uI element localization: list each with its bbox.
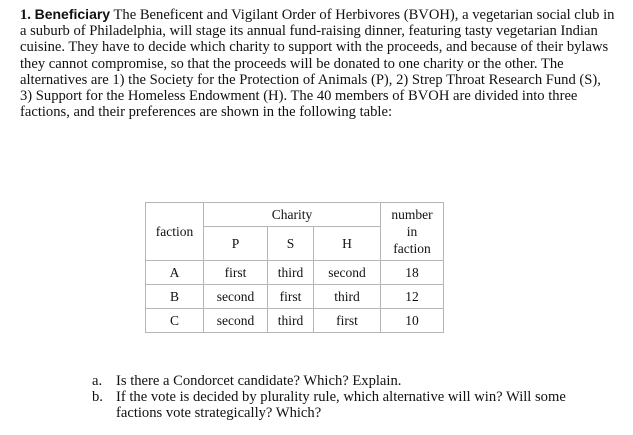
faction-cell: B [146,285,204,309]
question-text: Is there a Condorcet candidate? Which? Explain. [116,373,402,389]
table-row [146,285,444,309]
number-header: number in faction [381,203,444,261]
pref-cell: first [314,309,381,333]
pref-cell: second [204,285,268,309]
pref-cell: third [314,285,381,309]
problem-paragraph [20,6,615,120]
pref-cell: third [268,309,314,333]
faction-header: faction [146,203,204,261]
question-b [92,389,612,421]
count-cell: 10 [381,309,444,333]
pref-cell: third [268,261,314,285]
column-header-p: P [204,227,268,261]
question-label: b. [92,389,103,406]
charity-header: Charity [204,203,381,227]
column-header-s: S [268,227,314,261]
pref-cell: first [204,261,268,285]
faction-cell: A [146,261,204,285]
table-row [146,309,444,333]
problem-keyword: Beneficiary [34,6,111,22]
question-label: a. [92,373,103,389]
count-cell: 12 [381,285,444,309]
question-a [92,373,612,389]
question-list [92,373,612,422]
preference-table [145,202,444,333]
table-row [146,261,444,285]
faction-cell: C [146,309,204,333]
count-cell: 18 [381,261,444,285]
problem-number: 1. [20,7,31,23]
column-header-h: H [314,227,381,261]
question-text: If the vote is decided by plurality rule, which alternative will win? Will some factions vote strategically? Which? [116,389,566,422]
pref-cell: first [268,285,314,309]
problem-text: The Beneficent and Vigilant Order of Herbivores (BVOH), a vegetarian social club in a suburb of Philadelphia, will stage its annual fund-raising dinner, featuring tasty vegetarian Indian cuisine. They have to decide which charity to support with the proceeds, and because of their bylaws they cannot compromise, so that the proceeds will be donated to one charity or the other. The alternatives are 1) the Society for the Protection of Animals (P), 2) Strep Throat Research Fund (S), 3) Support for the Homeless Endowment (H). The 40 members of BVOH are divided into three factions, and their preferences are shown in the following table: [20,7,615,121]
pref-cell: second [314,261,381,285]
pref-cell: second [204,309,268,333]
